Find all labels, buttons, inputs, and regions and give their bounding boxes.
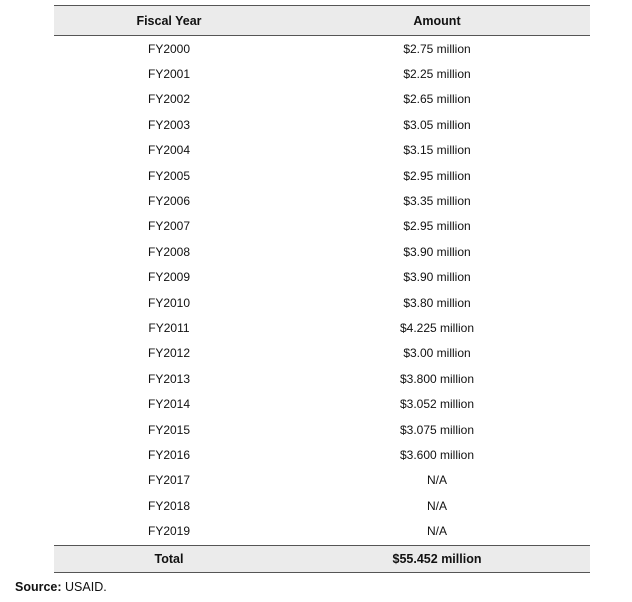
table-row: [54, 239, 590, 264]
fiscal-year-cell: FY2002: [147, 92, 191, 107]
fiscal-year-cell: FY2011: [148, 320, 190, 335]
source-text: USAID.: [65, 580, 107, 594]
fiscal-year-cell: FY2000: [147, 41, 191, 56]
table-row: [54, 315, 590, 340]
table-header-row: [54, 5, 590, 36]
amount-cell: $3.15 million: [403, 143, 471, 158]
header-amount: Amount: [413, 13, 461, 28]
fiscal-year-cell: FY2010: [147, 295, 191, 310]
amount-cell: $2.95 million: [403, 219, 471, 234]
source-label: Source:: [15, 580, 62, 594]
fiscal-year-cell: FY2013: [147, 371, 191, 386]
amount-cell: $3.80 million: [403, 295, 471, 310]
source-note: [15, 580, 107, 594]
amount-cell: $3.90 million: [403, 244, 471, 259]
amount-cell: $3.00 million: [403, 346, 471, 361]
fiscal-year-cell: FY2017: [147, 473, 191, 488]
amount-cell: $3.075 million: [399, 422, 475, 437]
fiscal-year-cell: FY2009: [147, 270, 191, 285]
fiscal-year-cell: FY2005: [147, 168, 191, 183]
fiscal-year-cell: FY2001: [147, 67, 191, 82]
fiscal-year-cell: FY2007: [147, 219, 191, 234]
table-row: [54, 417, 590, 442]
amount-cell: N/A: [426, 498, 447, 513]
table-row: [54, 36, 590, 61]
amount-cell: $3.90 million: [403, 270, 471, 285]
table-row: [54, 138, 590, 163]
table-row: [54, 188, 590, 213]
table-row: [54, 493, 590, 518]
fiscal-year-cell: FY2006: [147, 194, 191, 209]
table-total-row: [54, 545, 590, 573]
table-row: [54, 214, 590, 239]
fiscal-year-cell: FY2003: [147, 117, 191, 132]
amount-cell: $4.225 million: [399, 320, 475, 335]
fiscal-year-cell: FY2012: [147, 346, 191, 361]
fiscal-year-cell: FY2015: [147, 422, 191, 437]
table-row: [54, 341, 590, 366]
table-body: [54, 36, 590, 544]
amount-cell: $2.75 million: [403, 41, 471, 56]
fiscal-year-cell: FY2016: [147, 447, 191, 462]
total-label: Total: [154, 551, 184, 566]
table-row: [54, 518, 590, 543]
header-fiscal-year: Fiscal Year: [136, 13, 202, 28]
amount-cell: N/A: [426, 473, 447, 488]
amount-cell: $3.600 million: [399, 447, 475, 462]
fiscal-year-cell: FY2008: [147, 244, 191, 259]
amount-cell: $3.35 million: [403, 194, 471, 209]
amount-cell: N/A: [426, 524, 447, 539]
table-row: [54, 112, 590, 137]
table-row: [54, 442, 590, 467]
amount-cell: $3.05 million: [403, 117, 471, 132]
table-row: [54, 265, 590, 290]
table-row: [54, 391, 590, 416]
amount-cell: $3.052 million: [399, 397, 475, 412]
amount-cell: $3.800 million: [399, 371, 475, 386]
table-row: [54, 61, 590, 86]
funding-table: [54, 5, 590, 573]
amount-cell: $2.25 million: [403, 67, 471, 82]
amount-cell: $2.65 million: [403, 92, 471, 107]
amount-cell: $2.95 million: [403, 168, 471, 183]
table-row: [54, 468, 590, 493]
fiscal-year-cell: FY2018: [147, 498, 191, 513]
table-row: [54, 87, 590, 112]
fiscal-year-cell: FY2019: [147, 524, 191, 539]
table-row: [54, 290, 590, 315]
total-amount: $55.452 million: [392, 551, 482, 566]
fiscal-year-cell: FY2014: [147, 397, 191, 412]
table-row: [54, 163, 590, 188]
table-row: [54, 366, 590, 391]
fiscal-year-cell: FY2004: [147, 143, 191, 158]
